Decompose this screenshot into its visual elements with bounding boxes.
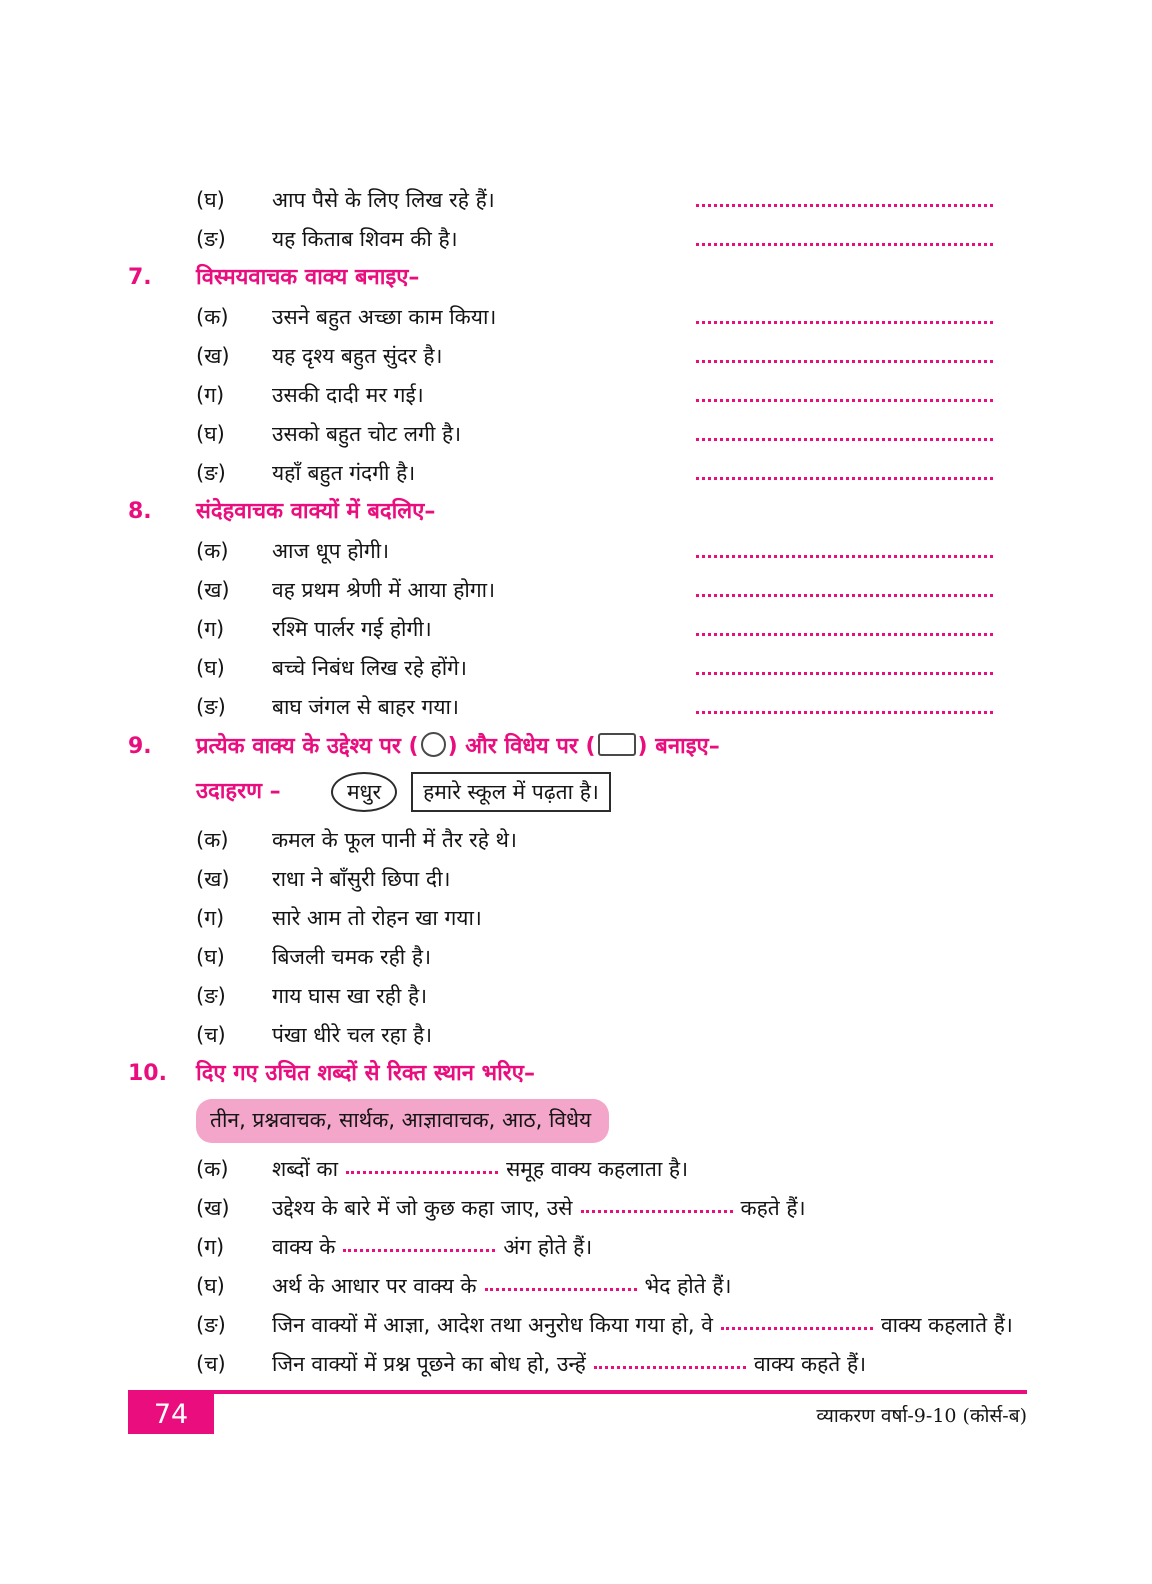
item-text: पंखा धीरे चल रहा है। <box>272 1023 433 1047</box>
exercise-item <box>128 904 994 932</box>
item-text: सारे आम तो रोहन खा गया। <box>272 906 482 930</box>
text-before-blank: वाक्य के <box>272 1235 336 1259</box>
text-before-blank: अर्थ के आधार पर वाक्य के <box>272 1274 477 1298</box>
section-title: विस्मयवाचक वाक्य बनाइए– <box>196 265 420 290</box>
item-label: (क) <box>196 1157 229 1181</box>
exercise-item <box>128 342 994 370</box>
fill-blank-item <box>128 1233 994 1261</box>
item-text <box>272 1194 806 1222</box>
section-9-header <box>128 732 994 761</box>
item-text: यह दृश्य बहुत सुंदर है। <box>272 344 443 368</box>
item-label: (ग) <box>196 383 225 407</box>
item-label: (ख) <box>196 344 230 368</box>
answer-blank-line <box>696 633 993 636</box>
exercise-item <box>128 826 994 854</box>
answer-blank-line <box>696 438 993 441</box>
exercise-item <box>128 537 994 565</box>
item-label: (ग) <box>196 1235 225 1259</box>
item-text: गाय घास खा रही है। <box>272 984 428 1008</box>
item-label: (ख) <box>196 578 230 602</box>
item-text: उसकी दादी मर गई। <box>272 383 424 407</box>
item-text <box>272 1155 688 1183</box>
item-label: (घ) <box>196 1274 225 1298</box>
item-text <box>272 1233 592 1261</box>
item-text: राधा ने बाँसुरी छिपा दी। <box>272 867 451 891</box>
text-before-blank: जिन वाक्यों में आज्ञा, आदेश तथा अनुरोध किया गया हो, वे <box>272 1313 713 1337</box>
answer-blank-line <box>696 711 993 714</box>
exercise-item <box>128 225 994 253</box>
item-text: यहाँ बहुत गंदगी है। <box>272 461 416 485</box>
fill-blank-item <box>128 1155 994 1183</box>
item-label: (च) <box>196 1023 226 1047</box>
text-before-blank: शब्दों का <box>272 1157 339 1181</box>
item-text <box>272 1350 866 1378</box>
item-label: (ङ) <box>196 227 226 251</box>
square-icon <box>598 733 636 756</box>
word-bank-highlight: तीन, प्रश्नवाचक, सार्थक, आज्ञावाचक, आठ, विधेय <box>196 1099 609 1143</box>
fill-blank-item <box>128 1350 994 1378</box>
item-text: बाघ जंगल से बाहर गया। <box>272 695 459 719</box>
page-footer <box>128 1390 1027 1450</box>
text-after-blank: अंग होते हैं। <box>503 1235 593 1259</box>
text-after-blank: भेद होते हैं। <box>644 1274 732 1298</box>
answer-blank-line <box>696 477 993 480</box>
item-text <box>272 1311 1013 1339</box>
exercise-item <box>128 615 994 643</box>
item-label: (ग) <box>196 617 225 641</box>
inline-blank <box>594 1363 746 1369</box>
section-title-part2: ) और विधेय पर ( <box>447 734 596 759</box>
answer-blank-line <box>696 672 993 675</box>
section-number: 9. <box>128 734 152 759</box>
answer-blank-line <box>696 399 993 402</box>
exercise-item <box>128 654 994 682</box>
item-text: कमल के फूल पानी में तैर रहे थे। <box>272 828 517 852</box>
exercise-item <box>128 459 994 487</box>
item-label: (क) <box>196 539 229 563</box>
section-title <box>196 732 720 761</box>
inline-blank <box>721 1324 873 1330</box>
answer-blank-line <box>696 360 993 363</box>
item-text: वह प्रथम श्रेणी में आया होगा। <box>272 578 496 602</box>
item-label: (घ) <box>196 656 225 680</box>
item-label: (घ) <box>196 188 225 212</box>
section-title: संदेहवाचक वाक्यों में बदलिए– <box>196 499 436 524</box>
exercise-item <box>128 693 994 721</box>
item-label: (घ) <box>196 945 225 969</box>
exercise-item <box>128 420 994 448</box>
section-title-part3: ) बनाइए– <box>637 734 720 759</box>
item-label: (ङ) <box>196 984 226 1008</box>
section-number: 10. <box>128 1061 167 1086</box>
exercise-item <box>128 381 994 409</box>
item-label: (ङ) <box>196 1313 226 1337</box>
example-label: उदाहरण – <box>196 779 281 804</box>
item-text: बच्चे निबंध लिख रहे होंगे। <box>272 656 467 680</box>
answer-blank-line <box>696 204 993 207</box>
exercise-item <box>128 865 994 893</box>
fill-blank-item <box>128 1272 994 1300</box>
section-number: 8. <box>128 499 152 524</box>
circle-icon <box>421 732 446 757</box>
example-predicate-boxed: हमारे स्कूल में पढ़ता है। <box>411 772 611 812</box>
item-text: उसको बहुत चोट लगी है। <box>272 422 462 446</box>
item-text: आप पैसे के लिए लिख रहे हैं। <box>272 188 495 212</box>
text-after-blank: वाक्य कहलाते हैं। <box>880 1313 1013 1337</box>
inline-blank <box>485 1285 637 1291</box>
section-7-header <box>128 264 994 292</box>
item-label: (क) <box>196 305 229 329</box>
item-label: (ख) <box>196 1196 230 1220</box>
text-after-blank: वाक्य कहते हैं। <box>753 1352 867 1376</box>
exercise-item <box>128 303 994 331</box>
exercise-item <box>128 1021 994 1049</box>
inline-blank <box>346 1168 498 1174</box>
example-subject-circled: मधुर <box>331 772 397 812</box>
text-before-blank: जिन वाक्यों में प्रश्न पूछने का बोध हो, उन्हें <box>272 1352 586 1376</box>
text-after-blank: समूह वाक्य कहलाता है। <box>506 1157 689 1181</box>
section-8-header <box>128 498 994 526</box>
exercise-item <box>128 982 994 1010</box>
item-text: रश्मि पार्लर गई होगी। <box>272 617 432 641</box>
example-row <box>128 772 994 812</box>
page-number-badge: 74 <box>128 1394 214 1434</box>
item-text: आज धूप होगी। <box>272 539 390 563</box>
item-label: (ङ) <box>196 695 226 719</box>
text-before-blank: उद्देश्य के बारे में जो कुछ कहा जाए, उसे <box>272 1196 573 1220</box>
footer-rule <box>128 1390 1027 1394</box>
section-title-part1: प्रत्येक वाक्य के उद्देश्य पर ( <box>196 734 419 759</box>
item-label: (ख) <box>196 867 230 891</box>
item-label: (ङ) <box>196 461 226 485</box>
answer-blank-line <box>696 321 993 324</box>
item-label: (ग) <box>196 906 225 930</box>
section-10-header <box>128 1060 994 1088</box>
item-text: बिजली चमक रही है। <box>272 945 432 969</box>
answer-blank-line <box>696 555 993 558</box>
answer-blank-line <box>696 594 993 597</box>
inline-blank <box>581 1207 733 1213</box>
fill-blank-item <box>128 1194 994 1222</box>
item-label: (क) <box>196 828 229 852</box>
item-text <box>272 1272 731 1300</box>
section-title: दिए गए उचित शब्दों से रिक्त स्थान भरिए– <box>196 1061 535 1086</box>
exercise-item <box>128 186 994 214</box>
page-content <box>128 186 1013 1389</box>
item-text: यह किताब शिवम की है। <box>272 227 458 251</box>
fill-blank-item <box>128 1311 1013 1339</box>
section-number: 7. <box>128 265 152 290</box>
book-title: व्याकरण वर्षा-9-10 (कोर्स-ब) <box>816 1405 1027 1427</box>
text-after-blank: कहते हैं। <box>740 1196 806 1220</box>
item-label: (च) <box>196 1352 226 1376</box>
item-text: उसने बहुत अच्छा काम किया। <box>272 305 497 329</box>
word-bank-row <box>128 1099 994 1143</box>
exercise-item <box>128 943 994 971</box>
answer-blank-line <box>696 243 993 246</box>
inline-blank <box>343 1246 495 1252</box>
exercise-item <box>128 576 994 604</box>
item-label: (घ) <box>196 422 225 446</box>
